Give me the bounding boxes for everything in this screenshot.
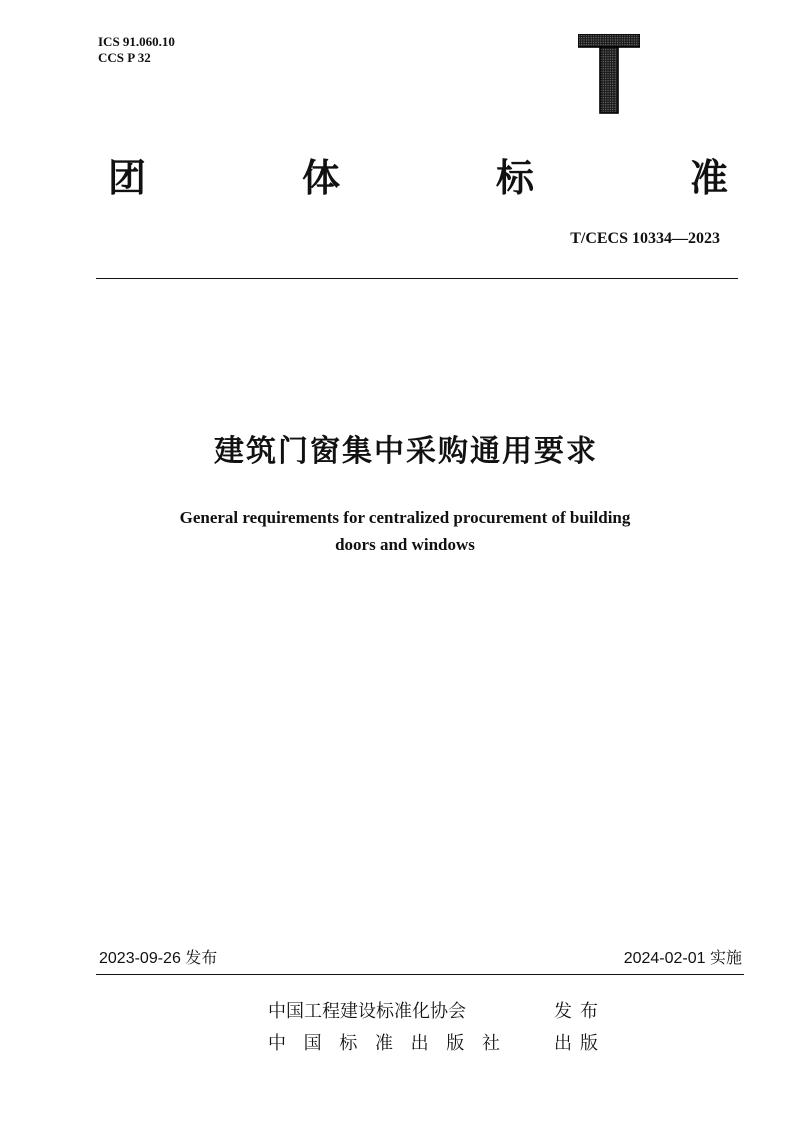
ics-code: ICS 91.060.10 <box>98 34 175 49</box>
english-title-line: General requirements for centralized procurement of building <box>179 508 631 527</box>
publisher-row <box>268 996 598 1028</box>
publisher-name-char: 社 <box>481 1033 500 1054</box>
publisher-role <box>554 1028 598 1060</box>
publisher-row <box>268 1028 598 1060</box>
publisher-name-char: 版 <box>446 1033 465 1054</box>
standard-type-char: 团 <box>108 156 147 200</box>
publisher-name <box>268 1028 500 1060</box>
publisher-name-char: 准 <box>374 1033 393 1054</box>
publisher-role-char: 布 <box>580 1001 598 1022</box>
publisher-name-char: 国 <box>303 1033 322 1054</box>
publisher-role-char: 出 <box>554 1033 572 1054</box>
chinese-title: 建筑门窗集中采购通用要求 <box>214 434 598 469</box>
classification-codes <box>98 34 175 66</box>
publisher-name-char: 中 <box>268 1033 286 1054</box>
standard-type-title <box>108 152 728 204</box>
publisher-name-text: 中国工程建设标准化协会 <box>268 1001 466 1022</box>
standard-number: T/CECS 10334—2023 <box>570 230 720 247</box>
t-standard-logo <box>578 34 640 114</box>
english-title-line: doors and windows <box>335 535 475 554</box>
standard-type-char: 标 <box>495 156 534 200</box>
implementation-date: 2024-02-01 实施 <box>623 950 742 967</box>
publisher-role-char: 发 <box>554 1001 572 1022</box>
publishers <box>268 996 598 1060</box>
standard-type-char: 体 <box>301 156 340 200</box>
publisher-role <box>554 996 598 1028</box>
publisher-name-char: 出 <box>410 1033 429 1054</box>
ccs-code: CCS P 32 <box>98 50 151 65</box>
top-divider <box>96 278 738 279</box>
publisher-name-char: 标 <box>339 1033 358 1054</box>
standard-type-char: 准 <box>689 156 728 200</box>
english-title <box>160 504 650 558</box>
issue-date: 2023-09-26 发布 <box>99 950 218 967</box>
publisher-name <box>268 996 500 1028</box>
bottom-divider <box>96 974 744 975</box>
publisher-role-char: 版 <box>580 1033 598 1054</box>
